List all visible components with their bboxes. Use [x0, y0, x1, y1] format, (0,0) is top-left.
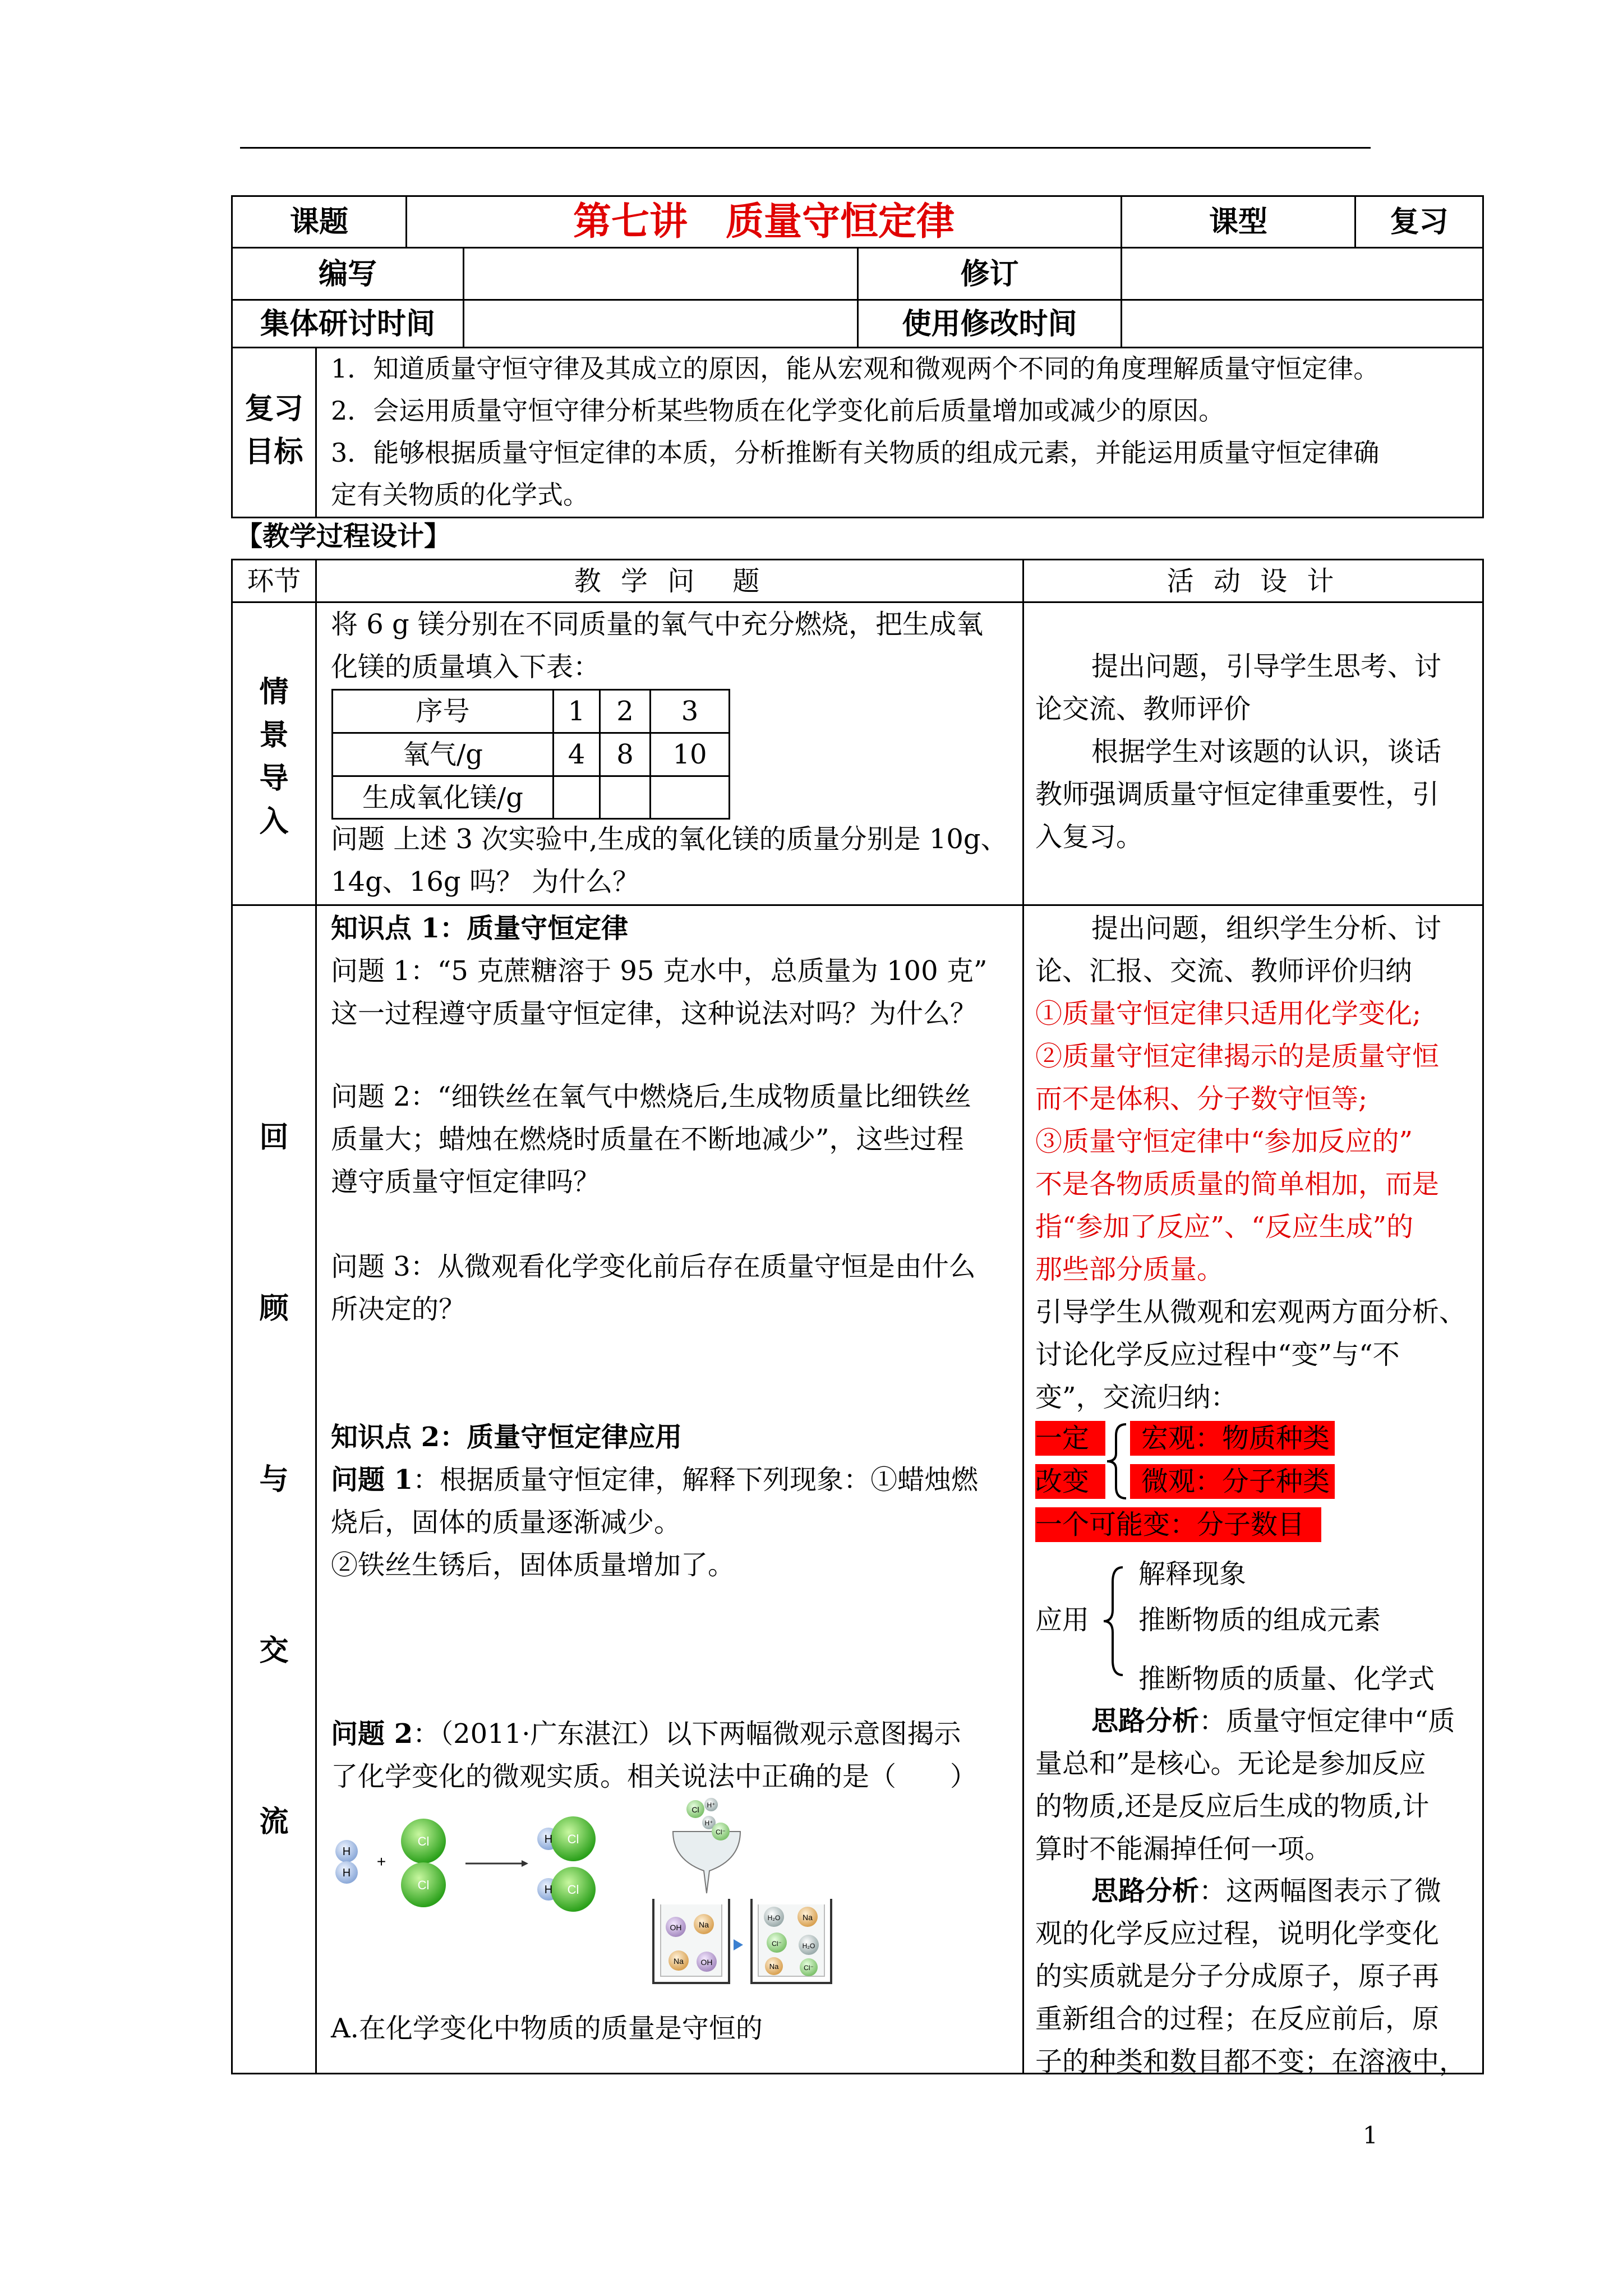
svg-text:Na: Na [674, 1957, 684, 1966]
row-header-mgo: 生成氧化镁/g [362, 781, 523, 813]
option-a: A.在化学变化中物质的质量是守恒的 [331, 2013, 763, 2044]
svg-text:Cl⁻: Cl⁻ [772, 1940, 782, 1948]
brace-icon [1100, 1565, 1128, 1677]
svg-text:H₂O: H₂O [802, 1942, 815, 1950]
svg-text:Cl: Cl [417, 1878, 430, 1892]
goal-item: 2．会运用质量守恒守律分析某些物质在化学变化前后质量增加或减少的原因。 [331, 395, 1225, 426]
type-value: 复习 [1390, 205, 1449, 239]
kp1-q3: 问题 3：从微观看化学变化前后存在质量守恒是由什么 所决定的？ [331, 1251, 976, 1325]
cl2-molecule [401, 1819, 446, 1907]
goal-item: 3．能够根据质量守恒定律的本质，分析推断有关物质的组成元素，并能运用质量守恒定律确 [331, 438, 1380, 468]
svg-text:Cl: Cl [567, 1883, 579, 1897]
svg-text:Cl⁻: Cl⁻ [716, 1828, 726, 1836]
intro-question: 问题 上述 3 次实验中,生成的氧化镁的质量分别是 10g、 14g、16g 吗？ 为什么？ [331, 823, 1008, 898]
svg-text:H⁺: H⁺ [707, 1801, 716, 1809]
table-cell: 4 [568, 739, 585, 770]
section-title: 【教学过程设计】 [236, 521, 451, 552]
kp1-q1: 问题 1：“5 克蔗糖溶于 95 克水中，总质量为 100 克” 这一过程遵守质量守恒定律，这种说法对吗？为什么？ [331, 955, 988, 1029]
analysis-2: 思路分析：这两幅图表示了微 观的化学反应过程，说明化学变化 的实质就是分子分成原子，原子再 重新组合的过程；在反应前后，原 子的种类和数目都不变；在溶液中， [1035, 1875, 1467, 2077]
svg-text:H₂O: H₂O [767, 1914, 781, 1922]
svg-text:Cl: Cl [417, 1834, 430, 1848]
key-point: ②质量守恒定律揭示的是质量守恒 [1035, 1041, 1440, 1072]
app-item: 推断物质的质量、化学式 [1138, 1663, 1435, 1695]
row-header-oxygen: 氧气/g [403, 739, 483, 770]
svg-text:Na: Na [769, 1962, 779, 1971]
svg-text:H: H [342, 1846, 351, 1858]
col-problem: 教 学 问 题 [574, 565, 766, 597]
stage-intro-label: 情 景 导 入 [259, 675, 289, 839]
svg-text:H: H [544, 1833, 553, 1846]
reaction-diagram [331, 1795, 634, 1930]
dropper [673, 1798, 740, 1893]
review-activity: 提出问题，组织学生分析、讨 论、汇报、交流、教师评价归纳 ①质量守恒定律只适用化学变化; ②质量守恒定律揭示的是质量守恒 而不是体积、分子数守恒等; ③质量守恒定律中“参加反应的” 不是各物质质量的简单相加，而是 指“参加了反应”、“反应生成”的 那些部分质量。 引导学生从微观和宏观两方面分析、 讨论化学反应过程中“变”与“不 变”，交流归纳： [1035, 907, 1478, 1419]
group-time-label: 集体研讨时间 [260, 306, 435, 341]
plus-sign: + [376, 1853, 386, 1870]
table-cell: 3 [681, 696, 699, 727]
goals-list [331, 348, 1481, 516]
h2-molecule [335, 1840, 358, 1884]
arrow-icon [465, 1860, 528, 1867]
lesson-title: 第七讲 质量守恒定律 [573, 199, 955, 244]
kp2-q1: 问题 1：根据质量守恒定律，解释下列现象：①蜡烛燃 烧后，固体的质量逐渐减少。 ②铁丝生锈后，固体质量增加了。 [331, 1464, 979, 1581]
beaker-before [653, 1899, 729, 1983]
header-rule [240, 147, 1371, 149]
svg-text:Cl⁻: Cl⁻ [804, 1964, 814, 1972]
topic-label: 课题 [289, 205, 348, 239]
row-header-seq: 序号 [416, 696, 470, 727]
kp2-q2: 问题 2：（2011·广东湛江）以下两幅微观示意图揭示 了化学变化的微观实质。相关说法中正确的是（ ） [331, 1718, 978, 1792]
neutralization-diagram [651, 1798, 836, 1989]
analysis-1: 思路分析：质量守恒定律中“质 量总和”是核心。无论是参加反应 的物质,还是反应后生成的物质,计 算时不能漏掉任何一项。 [1035, 1705, 1455, 1865]
type-label: 课型 [1209, 205, 1267, 239]
key-point: 那些部分质量。 [1035, 1254, 1224, 1285]
app-item: 解释现象 [1138, 1558, 1247, 1590]
key-point: 不是各物质质量的简单相加，而是 [1035, 1168, 1440, 1200]
svg-text:Na: Na [803, 1913, 813, 1922]
goal-item: 定有关物质的化学式。 [331, 480, 589, 510]
svg-text:H⁺: H⁺ [704, 1819, 713, 1827]
svg-text:Cl: Cl [567, 1832, 579, 1846]
hcl-molecules [537, 1816, 596, 1912]
svg-text:Na: Na [699, 1920, 709, 1929]
kp1-title: 知识点 1：质量守恒定律 [331, 913, 629, 944]
svg-text:H: H [544, 1884, 553, 1896]
revise-label: 修订 [960, 256, 1019, 291]
svg-text:OH: OH [700, 1958, 713, 1967]
key-point: 而不是体积、分子数守恒等; [1035, 1083, 1368, 1115]
col-stage: 环节 [247, 565, 301, 597]
svg-text:Cl: Cl [691, 1805, 699, 1814]
use-time-label: 使用修改时间 [902, 306, 1077, 341]
beaker-after [751, 1899, 831, 1983]
intro-text: 将 6 g 镁分别在不同质量的氧气中充分燃烧，把生成氧 化镁的质量填入下表： [331, 609, 984, 683]
app-item: 推断物质的组成元素 [1138, 1604, 1381, 1636]
table-cell: 1 [568, 696, 585, 727]
col-activity: 活 动 设 计 [1166, 565, 1340, 597]
table-cell: 8 [616, 739, 634, 770]
key-point: ③质量守恒定律中“参加反应的” [1035, 1126, 1413, 1157]
key-point: ①质量守恒定律只适用化学变化; [1035, 998, 1422, 1029]
table-cell: 10 [672, 739, 707, 770]
kp1-q2: 问题 2：“细铁丝在氧气中燃烧后,生成物质量比细铁丝 质量大；蜡烛在燃烧时质量在不断地减少”，这些过程 遵守质量守恒定律吗？ [331, 1081, 971, 1198]
goals-label: 复习 目标 [245, 392, 303, 469]
table-cell: 2 [616, 696, 634, 727]
kp2-title: 知识点 2：质量守恒定律应用 [331, 1421, 683, 1453]
key-point: 指“参加了反应”、“反应生成”的 [1035, 1211, 1414, 1243]
goal-item: 1．知道质量守恒守律及其成立的原因，能从宏观和微观两个不同的角度理解质量守恒定律。 [331, 353, 1380, 384]
app-label: 应用 [1035, 1604, 1090, 1636]
arrow-icon [734, 1939, 743, 1950]
intro-activity: 提出问题，引导学生思考、讨 论交流、教师评价 根据学生对该题的认识，谈话 教师强调质量守恒定律重要性，引 入复习。 [1035, 651, 1442, 853]
brace-icon [1104, 1422, 1132, 1501]
editor-label: 编写 [318, 256, 377, 291]
svg-text:OH: OH [670, 1923, 682, 1932]
page-number: 1 [1363, 2122, 1378, 2149]
svg-text:H: H [342, 1867, 351, 1879]
